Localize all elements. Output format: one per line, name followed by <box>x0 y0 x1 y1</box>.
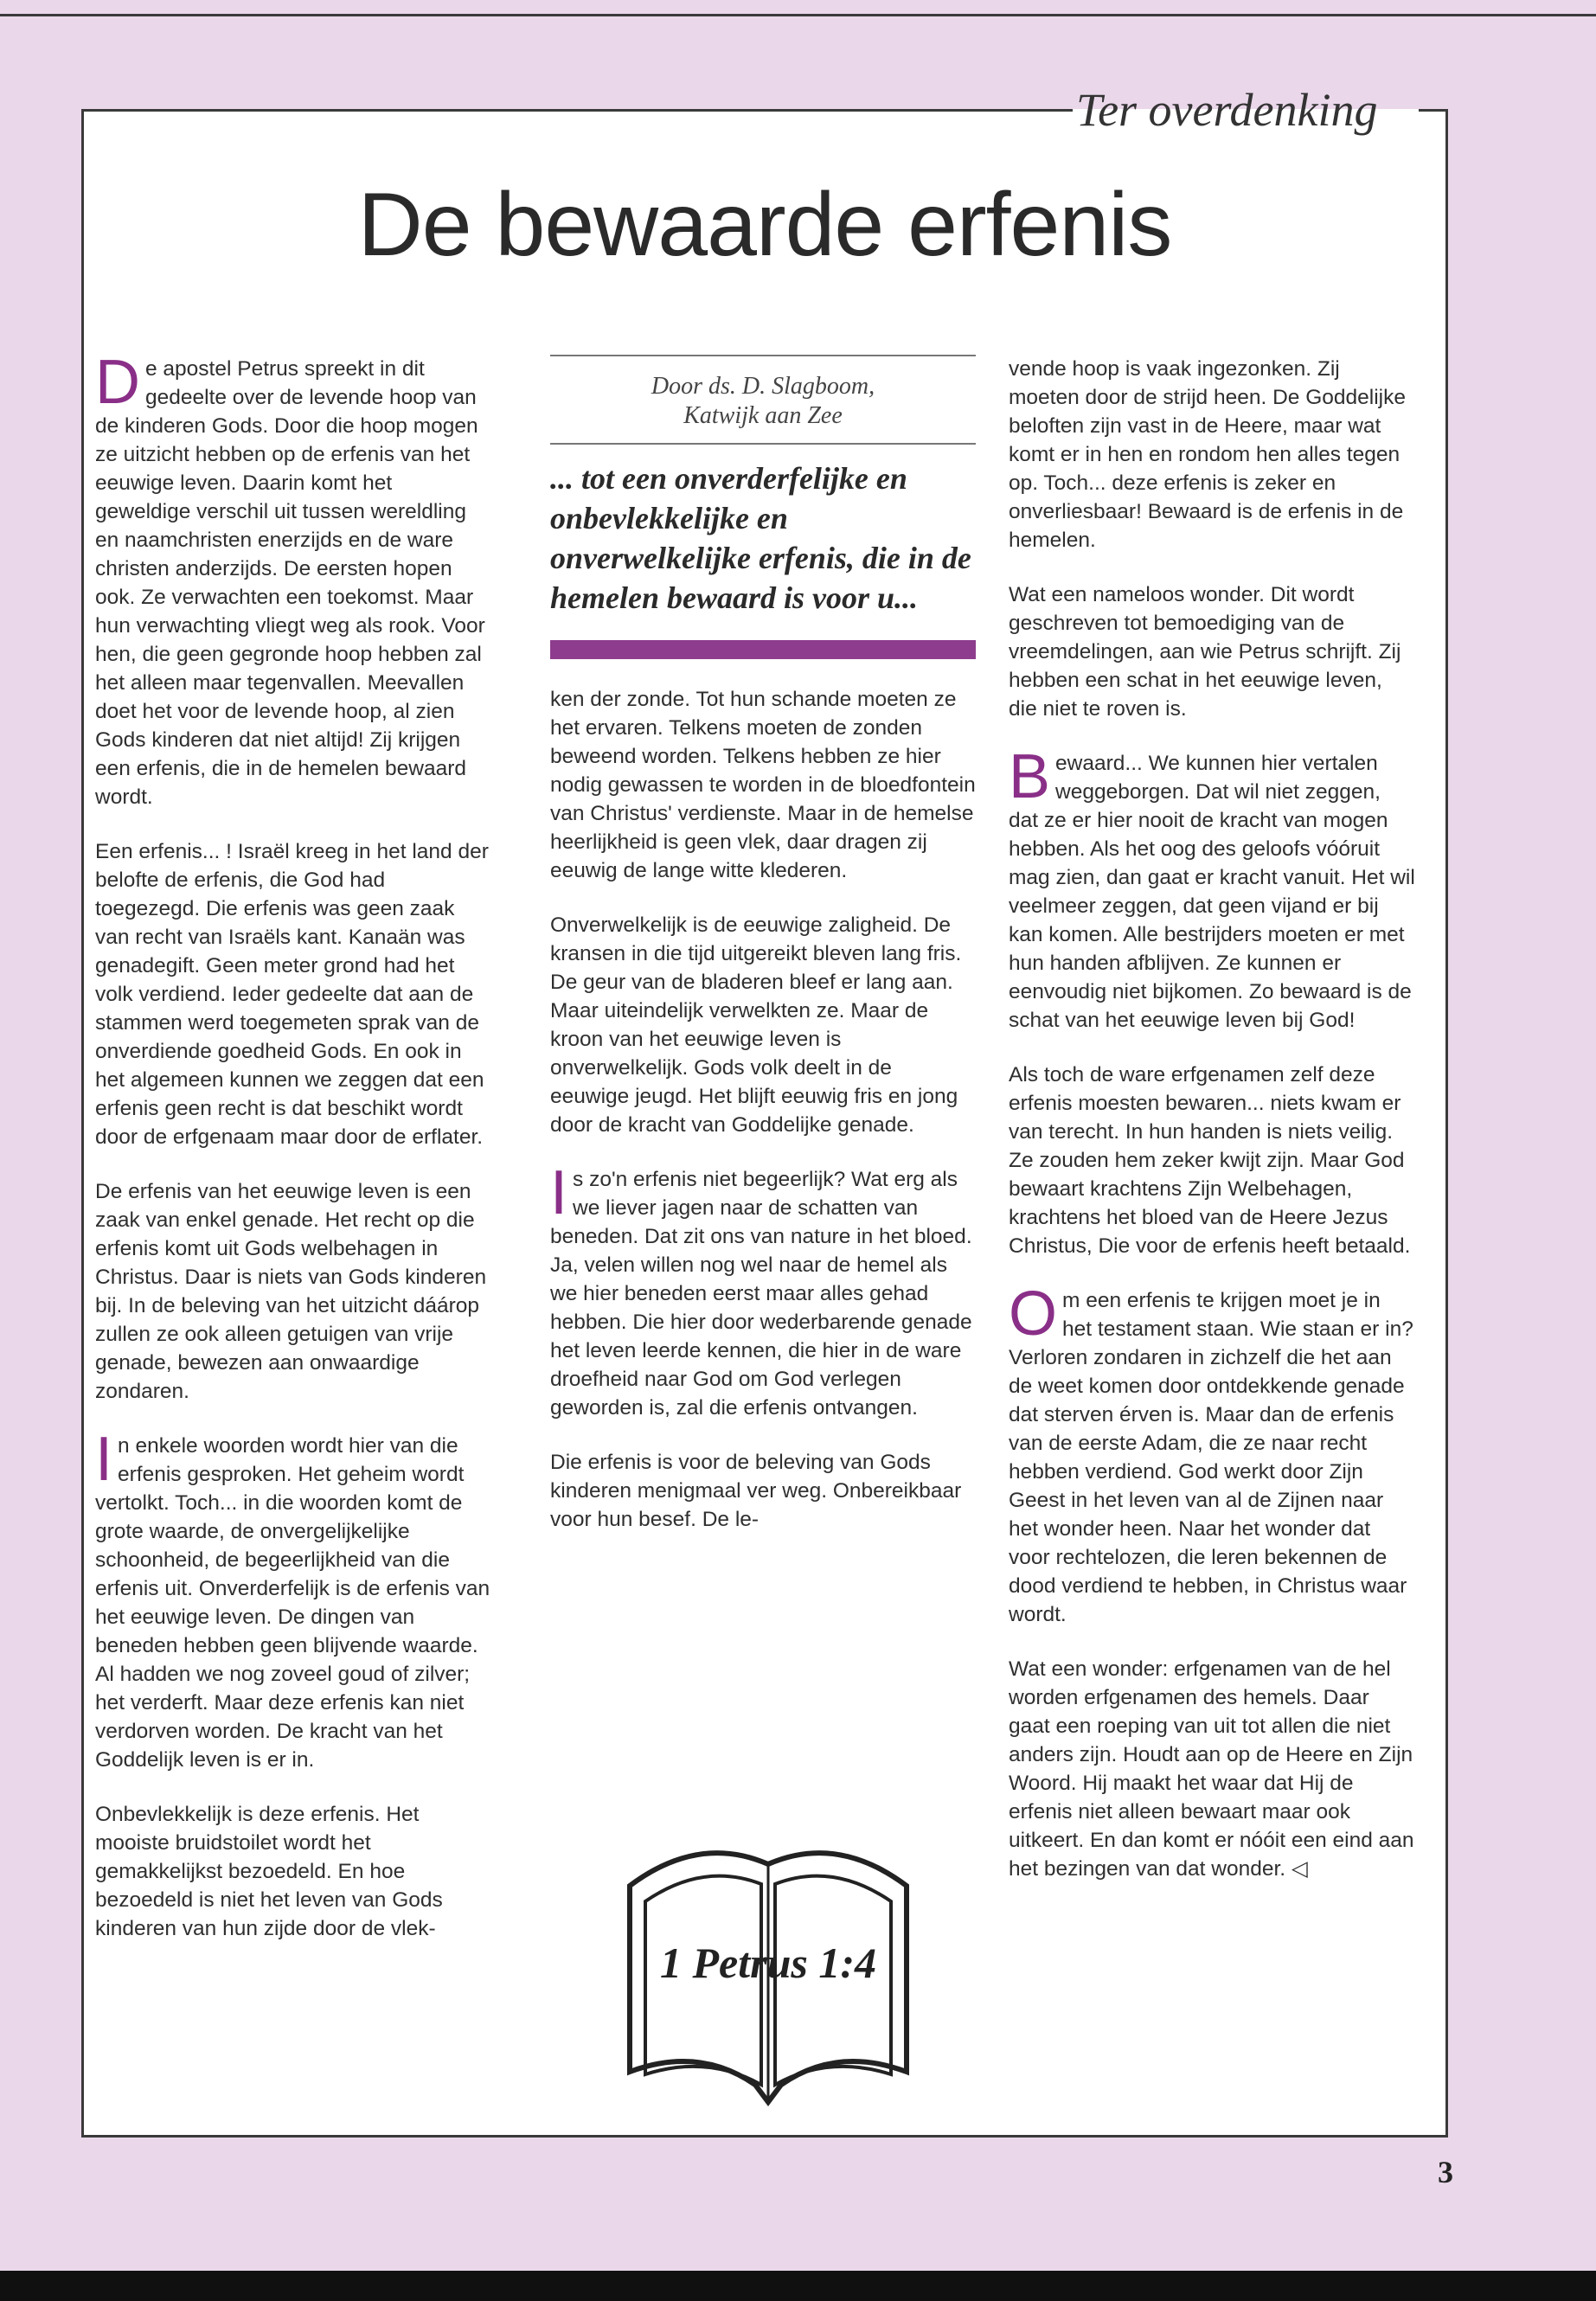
column-1 <box>95 355 493 2128</box>
pull-quote: ... tot een onverderfelijke en onbevlekkelijke en onverwelkelijke erfenis, die in de hemelen bewaard is voor u... <box>550 461 971 615</box>
page-number: 3 <box>1438 2155 1453 2189</box>
drop-cap: I <box>550 1158 568 1227</box>
byline-location: Katwijk aan Zee <box>683 402 843 429</box>
paragraph-text: n enkele woorden wordt hier van die erfenis gesproken. Het geheim wordt vertolkt. Toch... in die woorden komt de grote waarde, de onvergelijkelijke schoonheid, de begeerlijkheid van die erfenis uit. Onverderfelijk is de erfenis van het eeuwige leven. De dingen van beneden hebben geen blijvende waarde. Al hadden we nog zoveel goud of zilver; het verderft. Maar deze erfenis kan niet verdorven worden. De kracht van het Goddelijk leven is er in. <box>95 1434 490 1772</box>
panel-top-rule-right <box>1419 109 1448 112</box>
article-title: De bewaarde erfenis <box>357 175 1172 275</box>
paragraph: Wat een wonder: erfgenamen van de hel worden erfgenamen des hemels. Daar gaat een roeping van uit tot allen die niet anders zijn. Houdt aan op de Heere en Zijn Woord. Hij maakt het waar dat Hij de erfenis niet alleen bewaart maar ook uitkeert. En dan komt er nóóit een eind aan het bezingen van dat wonder. ◁ <box>1009 1657 1414 1881</box>
paragraph: Een erfenis... ! Israël kreeg in het land der belofte de erfenis, die God had toegezegd. Die erfenis was geen zaak van recht van Israëls kant. Kanaän was genadegift. Geen meter grond had het volk verdiend. Ieder gedeelte dat aan de stammen werd toegemeten sprak van de onverdiende goedheid Gods. En ook in het algemeen kunnen we zeggen dat een erfenis geen recht is dat beschikt wordt door de erfgenaam maar door de erflater. <box>95 840 489 1149</box>
paragraph: Wat een nameloos wonder. Dit wordt geschreven tot bemoediging van de vreemdelingen, aan wie Petrus schrijft. Zij hebben een schat in het eeuwige leven, die niet te roven is. <box>1009 583 1401 721</box>
paragraph: Als toch de ware erfgenamen zelf deze erfenis moesten bewaren... niets kwam er van terecht. In hun handen is niets veilig. Ze zouden hem zeker kwijt zijn. Maar God bewaart krachtens Zijn Welbehagen, krachtens het bloed van de Heere Jezus Christus, Die voor de erfenis heeft betaald. <box>1009 1063 1411 1258</box>
drop-cap: B <box>1009 742 1051 811</box>
bible-reference: 1 Petrus 1:4 <box>660 1939 876 1987</box>
paragraph-text: e apostel Petrus spreekt in dit gedeelte over de levende hoop van de kinderen Gods. Door die hoop mogen ze uitzicht hebben op de erfenis van het eeuwige leven. Daarin komt het geweldige verschil uit tussen wereldling en naamchristen enerzijds en de ware christen anderzijds. De eersten hopen ook. Ze verwachten een toekomst. Maar hun verwachting vliegt weg als rook. Voor hen, die geen gegronde hoop hebben zal het alleen maar tegenvallen. Meevallen doet het voor de levende hoop, al zien Gods kinderen dat niet altijd! Zij krijgen een erfenis, die in de hemelen bewaard wordt. <box>95 357 485 809</box>
paragraph: Onverwelkelijk is de eeuwige zaligheid. De kransen in die tijd uitgereikt bleven lang fris. De geur van de bladeren bleef er lang aan. Maar uiteindelijk verwelkten ze. Maar de kroon van het eeuwige leven is onverwelkelijk. Gods volk deelt in de eeuwige jeugd. Het blijft eeuwig fris en jong door de kracht van Goddelijke genade. <box>550 913 962 1137</box>
paragraph: Die erfenis is voor de beleving van Gods kinderen menigmaal ver weg. Onbereikbaar voor hun besef. De le- <box>550 1451 962 1531</box>
paragraph: vende hoop is vaak ingezonken. Zij moeten door de strijd heen. De Goddelijke beloften zijn vast in de Heere, maar wat komt er in hen en rondom hen alles tegen op. Toch... deze erfenis is zeker en onverliesbaar! Bewaard is de erfenis in de hemelen. <box>1009 357 1406 552</box>
column-3 <box>1009 355 1415 2128</box>
paragraph-text: s zo'n erfenis niet begeerlijk? Wat erg als we liever jagen naar de schatten van beneden. Dat zit ons van nature in het bloed. Ja, velen willen nog wel naar de hemel als we hier beneden eerst maar alles gehad hebben. Die hier door wederbarende genade het leven leerde kennen, die hier in de ware droefheid naar God om God verlegen geworden is, zal die erfenis ontvangen. <box>550 1168 972 1420</box>
top-rule <box>0 14 1596 16</box>
paragraph <box>550 1158 976 1422</box>
paragraph: De erfenis van het eeuwige leven is een zaak van enkel genade. Het recht op die erfenis komt uit Gods welbehagen in Christus. Daar is niets van Gods kinderen bij. In de beleving van het uitzicht dáárop zullen ze ook alleen getuigen van vrije genade, bewezen aan onwaardige zondaren. <box>95 1180 487 1403</box>
paragraph <box>95 1425 493 1774</box>
panel-top-rule-left <box>81 109 1073 112</box>
byline-author: Door ds. D. Slagboom, <box>651 373 875 400</box>
paragraph-text: ewaard... We kunnen hier vertalen weggeborgen. Dat wil niet zeggen, dat ze er hier nooit de kracht van mogen hebben. Als het oog des geloofs vóóruit mag zien, dan gaat er kracht vanuit. Het wil veelmeer zeggen, dat geen vijand er bij kan komen. Alle bestrijders moeten er met hun handen afblijven. Ze kunnen er eenvoudig niet bijkomen. Zo bewaard is de schat van het eeuwige leven bij God! <box>1009 752 1415 1032</box>
drop-cap: O <box>1009 1279 1058 1349</box>
section-label: Ter overdenking <box>1076 84 1378 136</box>
accent-bar <box>550 640 976 659</box>
paragraph <box>1009 1279 1415 1629</box>
paragraph <box>95 355 493 811</box>
drop-cap: I <box>95 1425 113 1494</box>
paragraph <box>1009 742 1415 1035</box>
drop-cap: D <box>95 355 140 417</box>
byline <box>550 355 976 445</box>
paragraph: ken der zonde. Tot hun schande moeten ze het ervaren. Telkens moeten de zonden beweend worden. Telkens hebben ze hier nodig gewassen te worden in de bloedfontein van Christus' verdienste. Maar in de hemelse heerlijkheid is geen vlek, daar dragen zij eeuwig de lange witte klederen. <box>550 688 976 882</box>
paragraph: Onbevlekkelijk is deze erfenis. Het mooiste bruidstoilet wordt het gemakkelijkst bezoedeld. En hoe bezoedeld is niet het leven van Gods kinderen van hun zijde door de vlek- <box>95 1803 443 1940</box>
bottom-bar <box>0 2271 1596 2301</box>
paragraph-text: m een erfenis te krijgen moet je in het testament staan. Wie staan er in? Verloren zondaren in zichzelf die het aan de weet komen door ontdekkende genade dat sterven érven is. Maar dan de erfenis van de eerste Adam, die ze naar recht hebben verdiend. God werkt door Zijn Geest in het leven van al de Zijnen naar het wonder heen. Naar het wonder dat voor rechtelozen, die leren bekennen de dood verdiend te hebben, in Christus waar wordt. <box>1009 1289 1413 1626</box>
